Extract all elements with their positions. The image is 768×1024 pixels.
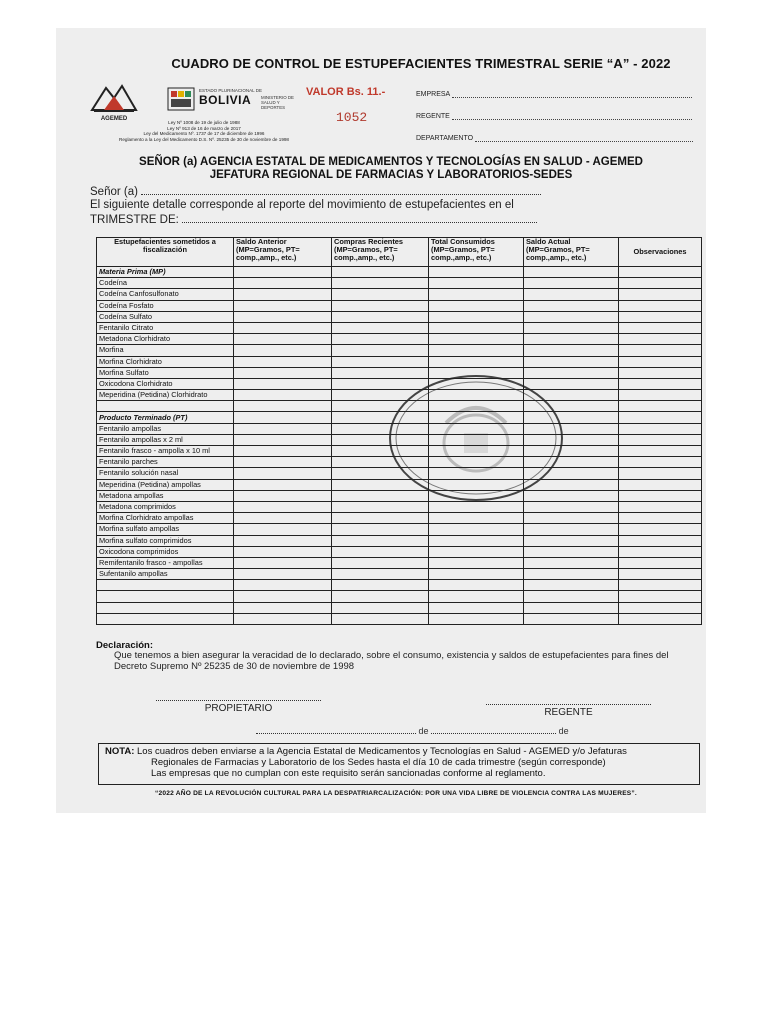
col-header-substance: Estupefacientes sometidos a fiscalización — [97, 238, 234, 267]
current-balance-cell[interactable] — [524, 602, 619, 613]
substance-name: Metadona Clorhidrato — [97, 334, 234, 345]
recent-purchases-cell[interactable] — [332, 546, 429, 557]
departamento-line[interactable] — [475, 134, 693, 142]
col-header-current-balance: Saldo Actual (MP=Gramos, PT= comp.,amp., etc.) — [524, 238, 619, 267]
previous-balance-cell[interactable] — [234, 267, 332, 278]
total-consumed-cell[interactable] — [429, 580, 524, 591]
recent-purchases-cell[interactable] — [332, 378, 429, 389]
table-row — [97, 535, 702, 546]
previous-balance-cell[interactable] — [234, 434, 332, 445]
section-label: Materia Prima (MP) — [97, 267, 234, 278]
recent-purchases-cell[interactable] — [332, 591, 429, 602]
total-consumed-cell[interactable] — [429, 513, 524, 524]
current-balance-cell[interactable] — [524, 591, 619, 602]
total-consumed-cell[interactable] — [429, 412, 524, 423]
total-consumed-cell[interactable] — [429, 535, 524, 546]
substance-name — [97, 401, 234, 412]
recent-purchases-cell[interactable] — [332, 401, 429, 412]
recent-purchases-cell[interactable] — [332, 457, 429, 468]
trimestre-line[interactable] — [90, 213, 537, 226]
current-balance-cell[interactable] — [524, 300, 619, 311]
recent-purchases-cell[interactable] — [332, 367, 429, 378]
table-row — [97, 490, 702, 501]
total-consumed-cell[interactable] — [429, 378, 524, 389]
substance-name: Morfina — [97, 345, 234, 356]
substance-name: Meperidina (Petidina) Clorhidrato — [97, 390, 234, 401]
recent-purchases-cell[interactable] — [332, 423, 429, 434]
substance-name: Codeína Canfosulfonato — [97, 289, 234, 300]
date-sep-1: de — [418, 726, 429, 736]
observations-cell[interactable] — [619, 412, 702, 423]
table-row — [97, 524, 702, 535]
regente-label: REGENTE — [416, 113, 450, 120]
observations-cell[interactable] — [619, 423, 702, 434]
current-balance-cell[interactable] — [524, 278, 619, 289]
table-section-row — [97, 412, 702, 423]
observations-cell[interactable] — [619, 569, 702, 580]
substance-name — [97, 580, 234, 591]
table-row — [97, 434, 702, 445]
table-row — [97, 345, 702, 356]
total-consumed-cell[interactable] — [429, 490, 524, 501]
table-row — [97, 356, 702, 367]
trimestre-input[interactable] — [182, 213, 537, 223]
col-header-previous-balance: Saldo Anterior (MP=Gramos, PT= comp.,amp., etc.) — [234, 238, 332, 267]
law-1: Ley Nº 1008 de 19 de julio de 1988 — [168, 120, 240, 125]
total-consumed-cell[interactable] — [429, 267, 524, 278]
observations-cell[interactable] — [619, 468, 702, 479]
observations-cell[interactable] — [619, 334, 702, 345]
observations-cell[interactable] — [619, 289, 702, 300]
observations-cell[interactable] — [619, 602, 702, 613]
table-row — [97, 311, 702, 322]
table-row — [97, 322, 702, 333]
previous-balance-cell[interactable] — [234, 457, 332, 468]
substance-name — [97, 591, 234, 602]
current-balance-cell[interactable] — [524, 267, 619, 278]
recent-purchases-cell[interactable] — [332, 479, 429, 490]
recent-purchases-cell[interactable] — [332, 580, 429, 591]
current-balance-cell[interactable] — [524, 356, 619, 367]
current-balance-cell[interactable] — [524, 412, 619, 423]
substance-name: Fentanilo solución nasal — [97, 468, 234, 479]
previous-balance-cell[interactable] — [234, 580, 332, 591]
substance-name — [97, 602, 234, 613]
document-title: CUADRO DE CONTROL DE ESTUPEFACIENTES TRIMESTRAL SERIE “A” - 2022 — [171, 56, 671, 71]
previous-balance-cell[interactable] — [234, 602, 332, 613]
value-label: VALOR Bs. 11.- — [306, 86, 386, 98]
previous-balance-cell[interactable] — [234, 322, 332, 333]
current-balance-cell[interactable] — [524, 580, 619, 591]
owner-signature-label: PROPIETARIO — [204, 703, 273, 714]
substance-name: Codeína Sulfato — [97, 311, 234, 322]
substance-name: Morfina sulfato ampollas — [97, 524, 234, 535]
current-balance-cell[interactable] — [524, 423, 619, 434]
form-sheet — [56, 28, 706, 813]
total-consumed-cell[interactable] — [429, 367, 524, 378]
date-sep-2: de — [558, 726, 569, 736]
observations-cell[interactable] — [619, 356, 702, 367]
previous-balance-cell[interactable] — [234, 378, 332, 389]
current-balance-cell[interactable] — [524, 569, 619, 580]
recent-purchases-cell[interactable] — [332, 569, 429, 580]
table-row — [97, 557, 702, 568]
table-row — [97, 378, 702, 389]
recent-purchases-cell[interactable] — [332, 602, 429, 613]
previous-balance-cell[interactable] — [234, 479, 332, 490]
substance-name: Morfina Clorhidrato ampollas — [97, 513, 234, 524]
regent-signature-line[interactable] — [486, 704, 651, 705]
observations-cell[interactable] — [619, 591, 702, 602]
substance-name: Morfina Clorhidrato — [97, 356, 234, 367]
recent-purchases-cell[interactable] — [332, 490, 429, 501]
previous-balance-cell[interactable] — [234, 289, 332, 300]
senor-label: Señor (a) — [90, 186, 138, 198]
previous-balance-cell[interactable] — [234, 569, 332, 580]
table-body — [97, 267, 702, 625]
recent-purchases-cell[interactable] — [332, 613, 429, 624]
table-row — [97, 479, 702, 490]
observations-cell[interactable] — [619, 300, 702, 311]
current-balance-cell[interactable] — [524, 401, 619, 412]
observations-cell[interactable] — [619, 490, 702, 501]
narcotics-table — [96, 237, 702, 625]
previous-balance-cell[interactable] — [234, 513, 332, 524]
substance-name: Codeína Fosfato — [97, 300, 234, 311]
recent-purchases-cell[interactable] — [332, 345, 429, 356]
substance-name: Fentanilo ampollas x 2 ml — [97, 434, 234, 445]
recent-purchases-cell[interactable] — [332, 278, 429, 289]
observations-cell[interactable] — [619, 557, 702, 568]
total-consumed-cell[interactable] — [429, 602, 524, 613]
previous-balance-cell[interactable] — [234, 613, 332, 624]
substance-name — [97, 613, 234, 624]
total-consumed-cell[interactable] — [429, 390, 524, 401]
empresa-field[interactable] — [416, 90, 692, 98]
recent-purchases-cell[interactable] — [332, 535, 429, 546]
note-line-2: Regionales de Farmacias y Laboratorio de los Sedes hasta el día 10 de cada trimestre (según corresponde) — [151, 757, 606, 768]
total-consumed-cell[interactable] — [429, 311, 524, 322]
ministry-name: MINISTERIO DE SALUD Y DEPORTES — [261, 95, 294, 110]
current-balance-cell[interactable] — [524, 490, 619, 501]
previous-balance-cell[interactable] — [234, 501, 332, 512]
heading-line-1: SEÑOR (a) AGENCIA ESTATAL DE MEDICAMENTOS Y TECNOLOGÍAS EN SALUD - AGEMED — [139, 156, 643, 168]
table-row — [97, 278, 702, 289]
recent-purchases-cell[interactable] — [332, 412, 429, 423]
table-row — [97, 300, 702, 311]
previous-balance-cell[interactable] — [234, 334, 332, 345]
recent-purchases-cell[interactable] — [332, 322, 429, 333]
current-balance-cell[interactable] — [524, 334, 619, 345]
table-row — [97, 289, 702, 300]
note-line-1-row — [99, 744, 699, 757]
table-row — [97, 613, 702, 624]
substance-name: Fentanilo Citrato — [97, 322, 234, 333]
observations-cell[interactable] — [619, 434, 702, 445]
total-consumed-cell[interactable] — [429, 289, 524, 300]
departamento-label: DEPARTAMENTO — [416, 135, 474, 142]
substance-name: Fentanilo parches — [97, 457, 234, 468]
owner-signature-line[interactable] — [156, 700, 321, 701]
previous-balance-cell[interactable] — [234, 412, 332, 423]
declaration-text: Que tenemos a bien asegurar la veracidad de lo declarado, sobre el consumo, existencia y saldos de estupefacientes para fines del Decreto Supremo Nº 25235 de 30 de noviembre de 1998 — [114, 650, 669, 672]
total-consumed-cell[interactable] — [429, 434, 524, 445]
table-header-row — [97, 238, 702, 267]
empresa-label: EMPRESA — [416, 91, 450, 98]
substance-name: Oxicodona Clorhidrato — [97, 378, 234, 389]
substance-name: Metadona comprimidos — [97, 501, 234, 512]
observations-cell[interactable] — [619, 535, 702, 546]
observations-cell[interactable] — [619, 345, 702, 356]
table-row — [97, 446, 702, 457]
total-consumed-cell[interactable] — [429, 468, 524, 479]
substance-name: Meperidina (Petidina) ampollas — [97, 479, 234, 490]
table-row — [97, 513, 702, 524]
total-consumed-cell[interactable] — [429, 479, 524, 490]
observations-cell[interactable] — [619, 311, 702, 322]
regent-signature-label: REGENTE — [544, 707, 593, 718]
table-row — [97, 546, 702, 557]
total-consumed-cell[interactable] — [429, 401, 524, 412]
departamento-field[interactable] — [416, 134, 693, 142]
current-balance-cell[interactable] — [524, 513, 619, 524]
substance-name: Sufentanilo ampollas — [97, 569, 234, 580]
current-balance-cell[interactable] — [524, 546, 619, 557]
note-line-3: Las empresas que no cumplan con este requisito serán sancionadas conforme al reglamento. — [151, 768, 546, 779]
current-balance-cell[interactable] — [524, 289, 619, 300]
total-consumed-cell[interactable] — [429, 278, 524, 289]
previous-balance-cell[interactable] — [234, 390, 332, 401]
senor-input[interactable] — [141, 185, 541, 195]
total-consumed-cell[interactable] — [429, 345, 524, 356]
table-row — [97, 334, 702, 345]
observations-cell[interactable] — [619, 501, 702, 512]
previous-balance-cell[interactable] — [234, 490, 332, 501]
empresa-line[interactable] — [452, 90, 692, 98]
total-consumed-cell[interactable] — [429, 524, 524, 535]
current-balance-cell[interactable] — [524, 446, 619, 457]
law-3: Ley del Medicamento Nº. 1737 de 17 de diciembre de 1996 — [143, 131, 265, 136]
current-balance-cell[interactable] — [524, 457, 619, 468]
table-row — [97, 468, 702, 479]
total-consumed-cell[interactable] — [429, 591, 524, 602]
table-row — [97, 591, 702, 602]
recent-purchases-cell[interactable] — [332, 557, 429, 568]
previous-balance-cell[interactable] — [234, 446, 332, 457]
observations-cell[interactable] — [619, 367, 702, 378]
serial-number: 1052 — [336, 110, 368, 125]
recent-purchases-cell[interactable] — [332, 267, 429, 278]
total-consumed-cell[interactable] — [429, 613, 524, 624]
table-row — [97, 602, 702, 613]
law-4: Reglamento a la Ley del Medicamento D.S. Nº. 25235 de 30 de noviembre de 1998 — [119, 136, 289, 142]
senor-line[interactable] — [90, 185, 541, 198]
date-place-input[interactable] — [256, 726, 416, 734]
observations-cell[interactable] — [619, 446, 702, 457]
current-balance-cell[interactable] — [524, 479, 619, 490]
col-header-total-consumed: Total Consumidos (MP=Gramos, PT= comp.,amp., etc.) — [429, 238, 524, 267]
total-consumed-cell[interactable] — [429, 569, 524, 580]
previous-balance-cell[interactable] — [234, 311, 332, 322]
recent-purchases-cell[interactable] — [332, 434, 429, 445]
footer-slogan: “2022 AÑO DE LA REVOLUCIÓN CULTURAL PARA LA DESPATRIARCALIZACIÓN: POR UNA VIDA LIBRE DE VIOLENCIA CONTRA LAS MUJERES”. — [155, 790, 637, 797]
observations-cell[interactable] — [619, 513, 702, 524]
previous-balance-cell[interactable] — [234, 278, 332, 289]
substance-name: Fentanilo frasco - ampolla x 10 ml — [97, 446, 234, 457]
observations-cell[interactable] — [619, 322, 702, 333]
substance-name: Fentanilo ampollas — [97, 423, 234, 434]
current-balance-cell[interactable] — [524, 557, 619, 568]
substance-name: Morfina Sulfato — [97, 367, 234, 378]
previous-balance-cell[interactable] — [234, 524, 332, 535]
country-name: BOLIVIA — [199, 93, 252, 107]
observations-cell[interactable] — [619, 457, 702, 468]
agemed-logo-icon — [84, 80, 144, 118]
total-consumed-cell[interactable] — [429, 446, 524, 457]
table-section-row — [97, 267, 702, 278]
recent-purchases-cell[interactable] — [332, 356, 429, 367]
observations-cell[interactable] — [619, 524, 702, 535]
total-consumed-cell[interactable] — [429, 300, 524, 311]
total-consumed-cell[interactable] — [429, 557, 524, 568]
table-row — [97, 569, 702, 580]
total-consumed-cell[interactable] — [429, 546, 524, 557]
observations-cell[interactable] — [619, 580, 702, 591]
recent-purchases-cell[interactable] — [332, 524, 429, 535]
previous-balance-cell[interactable] — [234, 468, 332, 479]
previous-balance-cell[interactable] — [234, 300, 332, 311]
recent-purchases-cell[interactable] — [332, 334, 429, 345]
current-balance-cell[interactable] — [524, 524, 619, 535]
current-balance-cell[interactable] — [524, 322, 619, 333]
previous-balance-cell[interactable] — [234, 423, 332, 434]
agemed-label: AGEMED — [100, 116, 128, 122]
law-2: Ley Nº 913 de 16 de marzo de 2017 — [167, 125, 241, 131]
previous-balance-cell[interactable] — [234, 546, 332, 557]
note-box — [98, 743, 700, 785]
total-consumed-cell[interactable] — [429, 423, 524, 434]
observations-cell[interactable] — [619, 479, 702, 490]
current-balance-cell[interactable] — [524, 468, 619, 479]
substance-name: Morfina sulfato comprimidos — [97, 535, 234, 546]
previous-balance-cell[interactable] — [234, 535, 332, 546]
regente-line[interactable] — [452, 112, 692, 120]
total-consumed-cell[interactable] — [429, 501, 524, 512]
observations-cell[interactable] — [619, 378, 702, 389]
addressee-heading — [96, 156, 686, 182]
previous-balance-cell[interactable] — [234, 356, 332, 367]
recent-purchases-cell[interactable] — [332, 300, 429, 311]
table-row — [97, 580, 702, 591]
recent-purchases-cell[interactable] — [332, 501, 429, 512]
recent-purchases-cell[interactable] — [332, 289, 429, 300]
previous-balance-cell[interactable] — [234, 345, 332, 356]
table-row — [97, 401, 702, 412]
observations-cell[interactable] — [619, 267, 702, 278]
previous-balance-cell[interactable] — [234, 591, 332, 602]
recent-purchases-cell[interactable] — [332, 513, 429, 524]
current-balance-cell[interactable] — [524, 434, 619, 445]
observations-cell[interactable] — [619, 613, 702, 624]
table-row — [97, 457, 702, 468]
current-balance-cell[interactable] — [524, 311, 619, 322]
total-consumed-cell[interactable] — [429, 457, 524, 468]
substance-name: Remifentanilo frasco - ampollas — [97, 557, 234, 568]
observations-cell[interactable] — [619, 546, 702, 557]
current-balance-cell[interactable] — [524, 378, 619, 389]
heading-line-2: JEFATURA REGIONAL DE FARMACIAS Y LABORATORIOS-SEDES — [209, 169, 573, 181]
previous-balance-cell[interactable] — [234, 367, 332, 378]
previous-balance-cell[interactable] — [234, 557, 332, 568]
current-balance-cell[interactable] — [524, 501, 619, 512]
table-row — [97, 390, 702, 401]
state-label: ESTADO PLURINACIONAL DE — [199, 88, 263, 93]
current-balance-cell[interactable] — [524, 345, 619, 356]
col-header-observations: Observaciones — [619, 238, 702, 267]
total-consumed-cell[interactable] — [429, 322, 524, 333]
total-consumed-cell[interactable] — [429, 356, 524, 367]
recent-purchases-cell[interactable] — [332, 446, 429, 457]
table-row — [97, 367, 702, 378]
section-label: Producto Terminado (PT) — [97, 412, 234, 423]
current-balance-cell[interactable] — [524, 367, 619, 378]
current-balance-cell[interactable] — [524, 390, 619, 401]
substance-name: Oxicodona comprimidos — [97, 546, 234, 557]
date-day-input[interactable] — [431, 726, 556, 734]
header-logos — [84, 80, 294, 150]
detail-sentence: El siguiente detalle corresponde al reporte del movimiento de estupefacientes en el — [90, 199, 514, 211]
previous-balance-cell[interactable] — [234, 401, 332, 412]
bolivia-emblem-icon — [166, 86, 196, 112]
table-row — [97, 423, 702, 434]
regente-field[interactable] — [416, 112, 692, 120]
col-header-recent-purchases: Compras Recientes (MP=Gramos, PT= comp.,amp., etc.) — [332, 238, 429, 267]
observations-cell[interactable] — [619, 390, 702, 401]
recent-purchases-cell[interactable] — [332, 390, 429, 401]
current-balance-cell[interactable] — [524, 613, 619, 624]
substance-name: Metadona ampollas — [97, 490, 234, 501]
current-balance-cell[interactable] — [524, 535, 619, 546]
declaration-title: Declaración: — [96, 640, 154, 651]
note-label: NOTA: — [105, 746, 135, 757]
observations-cell[interactable] — [619, 401, 702, 412]
total-consumed-cell[interactable] — [429, 334, 524, 345]
observations-cell[interactable] — [619, 278, 702, 289]
substance-name: Codeína — [97, 278, 234, 289]
recent-purchases-cell[interactable] — [332, 468, 429, 479]
recent-purchases-cell[interactable] — [332, 311, 429, 322]
trimestre-label: TRIMESTRE DE: — [90, 214, 179, 226]
table-row — [97, 501, 702, 512]
note-line-1: Los cuadros deben enviarse a la Agencia Estatal de Medicamentos y Tecnologías en Salud - AGEMED y/o Jefaturas — [137, 746, 627, 757]
